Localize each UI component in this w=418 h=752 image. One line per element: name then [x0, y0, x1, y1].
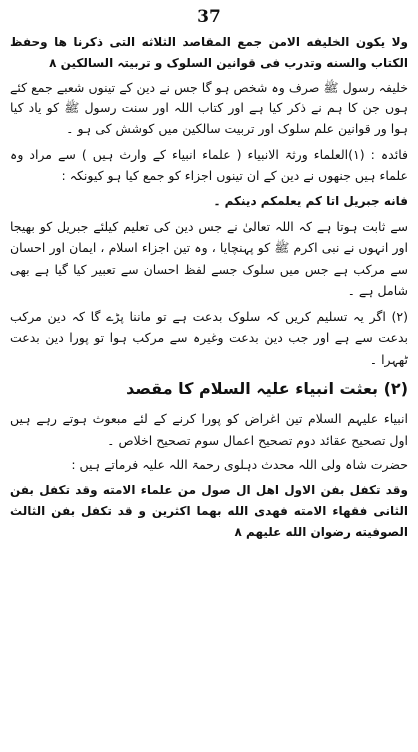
page-number: 37	[197, 7, 221, 27]
section-title: بعثت انبیاء علیہ السلام کا مقصد	[126, 379, 379, 399]
arabic-quote-2: وقد تکفل بفن الاول اهل ال صول من علماء الامته وقد تکفل بفن الثانی فقهاء الامته فهدی الله بهما اکثرین و قد تکفل بفن الثالث الصوفیته رضوان الله علیهم ۸	[10, 483, 408, 539]
section-heading	[10, 376, 408, 402]
hadith-quote: فانه جبریل اتا کم یعلمکم دینکم ۔	[213, 193, 408, 208]
arabic-quote-1: ولا یکون الخلیفه الامن جمع المقاصد الثلاثه التی ذکرنا ها وحفظ الکتاب والسنه وتدرب فی قوانین السلوک و تربیتہ السالکین ۸	[10, 35, 408, 70]
benefit-note-2: (۲) اگر یہ تسلیم کریں کہ سلوک بدعت ہے تو ماننا پڑے گا کہ دین مرکب بدعت سے ہے اور جب دین بدعت وغیرہ سے مرکب ہوا تو پورا دین بدعت ٹھہرا ۔	[10, 308, 408, 367]
urdu-explanation: سے ثابت ہوتا ہے کہ اللہ تعالیٰ نے جس دین کی تعلیم کیلئے جبریل کو بھیجا اور انہوں نے نبی اکرم ﷺ کو پہنچایا ، وہ تین اجزاء اسلام ، ایمان اور احسان سے مرکب ہے جس میں سلوک جسے لفظ احسان سے تعبیر کیا گیا ہے بھی شامل ہے ۔	[10, 218, 408, 299]
urdu-translation-1: خلیفہ رسول ﷺ صرف وہ شخص ہو گا جس نے دین کے تینوں شعبے جمع کئے ہوں جن کا ہم نے ذکر کیا ہے اور کتاب اللہ اور سنت رسول ﷺ کو یاد کیا ہوا ور قوانین علم سلوک اور تربیت سالکین میں کوشش کی ہو ۔	[10, 79, 408, 137]
benefit-note-1: فائدہ : (۱)العلماء ورثۃ الانبیاء ( علماء انبیاء کے وارث ہیں ) سے مراد وہ علماء ہیں جنھوں نے دین کے ان تینوں اجزاء کو جمع کیا ہو کیونکہ :	[10, 146, 408, 184]
shah-waliullah-intro: حضرت شاہ ولی اللہ محدث دہلوی رحمۃ اللہ علیہ فرماتے ہیں :	[71, 457, 408, 473]
prophets-purpose-text: انبیاء علیہم السلام تین اغراض کو پورا کرنے کے لئے مبعوث ہوتے رہے ہیں اول تصحیح عقائد دوم تصحیح اعمال سوم تصحیح اخلاص ۔	[10, 411, 408, 448]
section-number: (۲)	[383, 379, 408, 399]
